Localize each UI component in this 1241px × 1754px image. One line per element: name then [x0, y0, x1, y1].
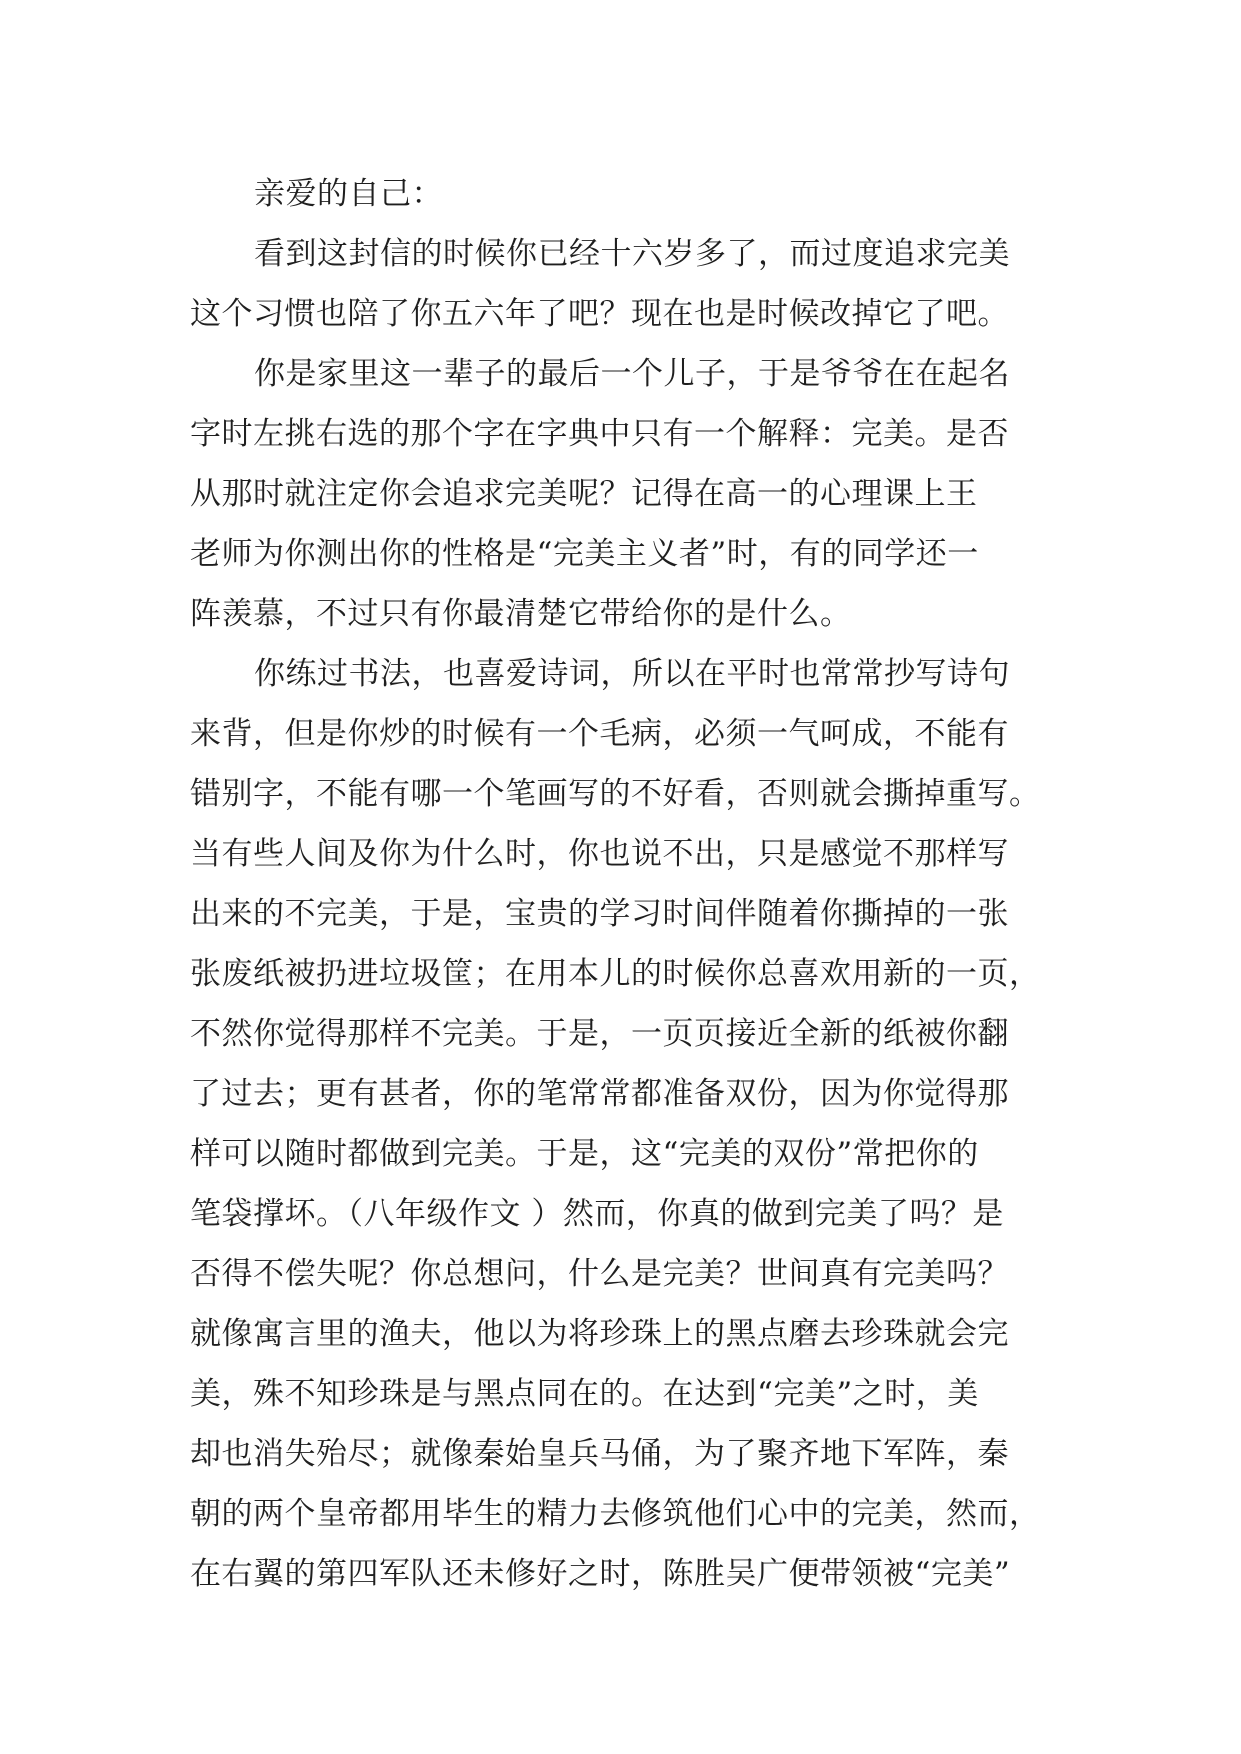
letter-line: 却也消失殆尽；就像秦始皇兵马俑，为了聚齐地下军阵，秦: [190, 1436, 1009, 1472]
letter-line: 出来的不完美，于是，宝贵的学习时间伴随着你撕掉的一张: [190, 896, 1009, 932]
letter-line: 这个习惯也陪了你五六年了吧？现在也是时候改掉它了吧。: [190, 296, 1009, 332]
letter-line: 看到这封信的时候你已经十六岁多了，而过度追求完美: [254, 236, 1010, 272]
letter-line: 来背，但是你炒的时候有一个毛病，必须一气呵成，不能有: [190, 716, 1009, 752]
letter-body: [190, 164, 1070, 1604]
letter-line: 否得不偿失呢？你总想问，什么是完美？世间真有完美吗？: [190, 1256, 1009, 1292]
letter-line: 老师为你测出你的性格是“完美主义者”时，有的同学还一: [190, 536, 979, 572]
letter-line: 错别字，不能有哪一个笔画写的不好看，否则就会撕掉重写。: [190, 776, 1041, 812]
letter-line: 不然你觉得那样不完美。于是，一页页接近全新的纸被你翻: [190, 1016, 1009, 1052]
letter-line: 阵羡慕，不过只有你最清楚它带给你的是什么。: [190, 596, 852, 632]
letter-line: 美，殊不知珍珠是与黑点同在的。在达到“完美”之时，美: [190, 1376, 979, 1412]
letter-line: 从那时就注定你会追求完美呢？记得在高一的心理课上王: [190, 476, 978, 512]
letter-line: 就像寓言里的渔夫，他以为将珍珠上的黑点磨去珍珠就会完: [190, 1316, 1009, 1352]
letter-line: 字时左挑右选的那个字在字典中只有一个解释：完美。是否: [190, 416, 1009, 452]
letter-line: 样可以随时都做到完美。于是，这“完美的双份”常把你的: [190, 1136, 979, 1172]
letter-line: 朝的两个皇帝都用毕生的精力去修筑他们心中的完美，然而，: [190, 1496, 1041, 1532]
letter-line: 亲爱的自己：: [254, 176, 443, 212]
letter-line: 笔袋撑坏。（八年级作文 ）然而，你真的做到完美了吗？是: [190, 1196, 1004, 1232]
letter-line: 张废纸被扔进垃圾筐；在用本儿的时候你总喜欢用新的一页，: [190, 956, 1041, 992]
letter-line: 你是家里这一辈子的最后一个儿子，于是爷爷在在起名: [254, 356, 1010, 392]
letter-line: 在右翼的第四军队还未修好之时，陈胜吴广便带领被“完美”: [190, 1556, 1011, 1592]
letter-line: 了过去；更有甚者，你的笔常常都准备双份，因为你觉得那: [190, 1076, 1009, 1112]
letter-line: 当有些人间及你为什么时，你也说不出，只是感觉不那样写: [190, 836, 1009, 872]
letter-line: 你练过书法，也喜爱诗词，所以在平时也常常抄写诗句: [254, 656, 1010, 692]
